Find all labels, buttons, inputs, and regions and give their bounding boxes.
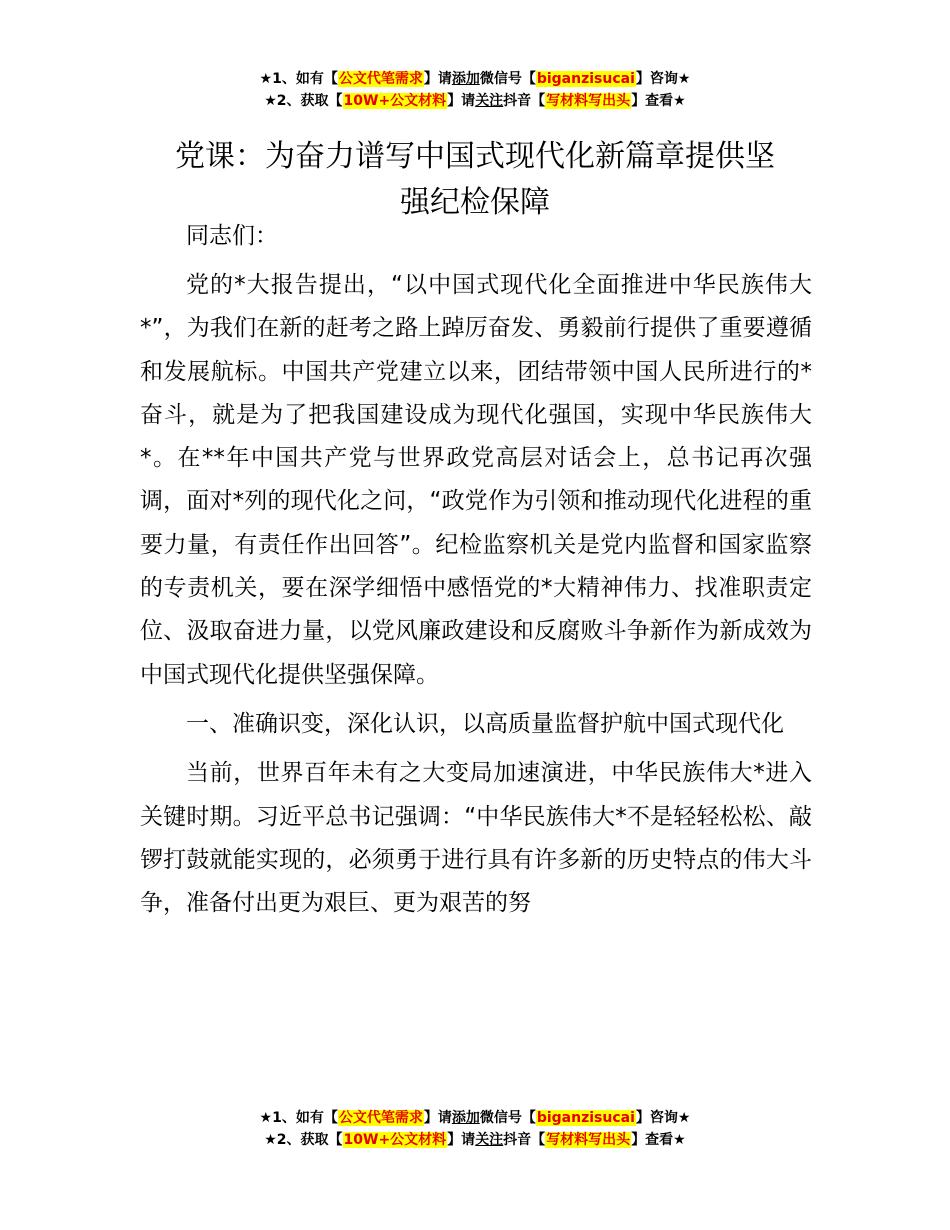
banner-underlined-text: 添加 [451,71,480,87]
banner-highlight-service: 公文代笔需求 [338,71,423,87]
banner-underlined-text: 关注 [475,93,504,109]
banner-text: ★2、获取【 [264,1132,343,1148]
banner-underlined-text: 关注 [475,1132,504,1148]
banner-underlined-text: 添加 [451,1110,480,1126]
banner-highlight-douyin: 写材料写出头 [546,1132,631,1148]
banner-highlight-wechat-id: biganzisucai [536,71,635,87]
banner-text: 微信号【 [479,71,536,87]
document-body [140,214,812,925]
banner-text: 】查看★ [631,1132,686,1148]
document-title [140,134,810,226]
banner-line-1 [0,68,950,90]
footer-banner [0,1107,950,1151]
banner-line-1 [0,1107,950,1129]
section-heading-1: 一、准确识变，深化认识，以高质量监督护航中国式现代化 [186,710,784,737]
banner-text: 】请 [447,93,476,109]
banner-highlight-wechat-id: biganzisucai [536,1110,635,1126]
greeting: 同志们： [186,223,278,249]
header-banner [0,68,950,112]
paragraph-section-1: 当前，世界百年未有之大变局加速演进，中华民族伟大*进入关键时期。习近平总书记强调：“中华民族伟大*不是轻轻松松、敲锣打鼓就能实现的，必须勇于进行具有许多新的历史特点的伟大斗争，准备付出更为艰巨、更为艰苦的努 [140,760,812,917]
banner-text: 】请 [423,71,452,87]
banner-text: 抖音【 [503,1132,546,1148]
banner-highlight-materials: 10W+公文材料 [343,93,447,109]
banner-text: 】咨询★ [635,71,691,87]
banner-text: 】请 [423,1110,452,1126]
banner-text: 】咨询★ [635,1110,691,1126]
banner-line-2 [0,90,950,112]
banner-text: ★1、如有【 [259,1110,338,1126]
banner-text: 微信号【 [479,1110,536,1126]
banner-highlight-douyin: 写材料写出头 [546,93,631,109]
title-line-1: 党课：为奋力谱写中国式现代化新篇章提供坚 [175,139,775,175]
banner-line-2 [0,1129,950,1151]
paragraph-intro: 党的*大报告提出，“以中国式现代化全面推进中华民族伟大*”，为我们在新的赶考之路上踔厉奋发、勇毅前行提供了重要遵循和发展航标。中国共产党建立以来，团结带领中国人民所进行的*奋斗，就是为了把我国建设成为现代化强国，实现中华民族伟大*。在**年中国共产党与世界政党高层对话会上，总书记再次强调，面对*列的现代化之问，“政党作为引领和推动现代化进程的重要力量，有责任作出回答”。纪检监察机关是党内监督和国家监察的专责机关，要在深学细悟中感悟党的*大精神伟力、找准职责定位、汲取奋进力量，以党风廉政建设和反腐败斗争新作为新成效为中国式现代化提供坚强保障。 [140,272,812,688]
title-line-2: 强纪检保障 [400,185,550,221]
banner-text: ★1、如有【 [259,71,338,87]
banner-text: 】查看★ [631,93,686,109]
banner-text: 】请 [447,1132,476,1148]
banner-text: 抖音【 [503,93,546,109]
banner-highlight-service: 公文代笔需求 [338,1110,423,1126]
banner-text: ★2、获取【 [264,93,343,109]
banner-highlight-materials: 10W+公文材料 [343,1132,447,1148]
